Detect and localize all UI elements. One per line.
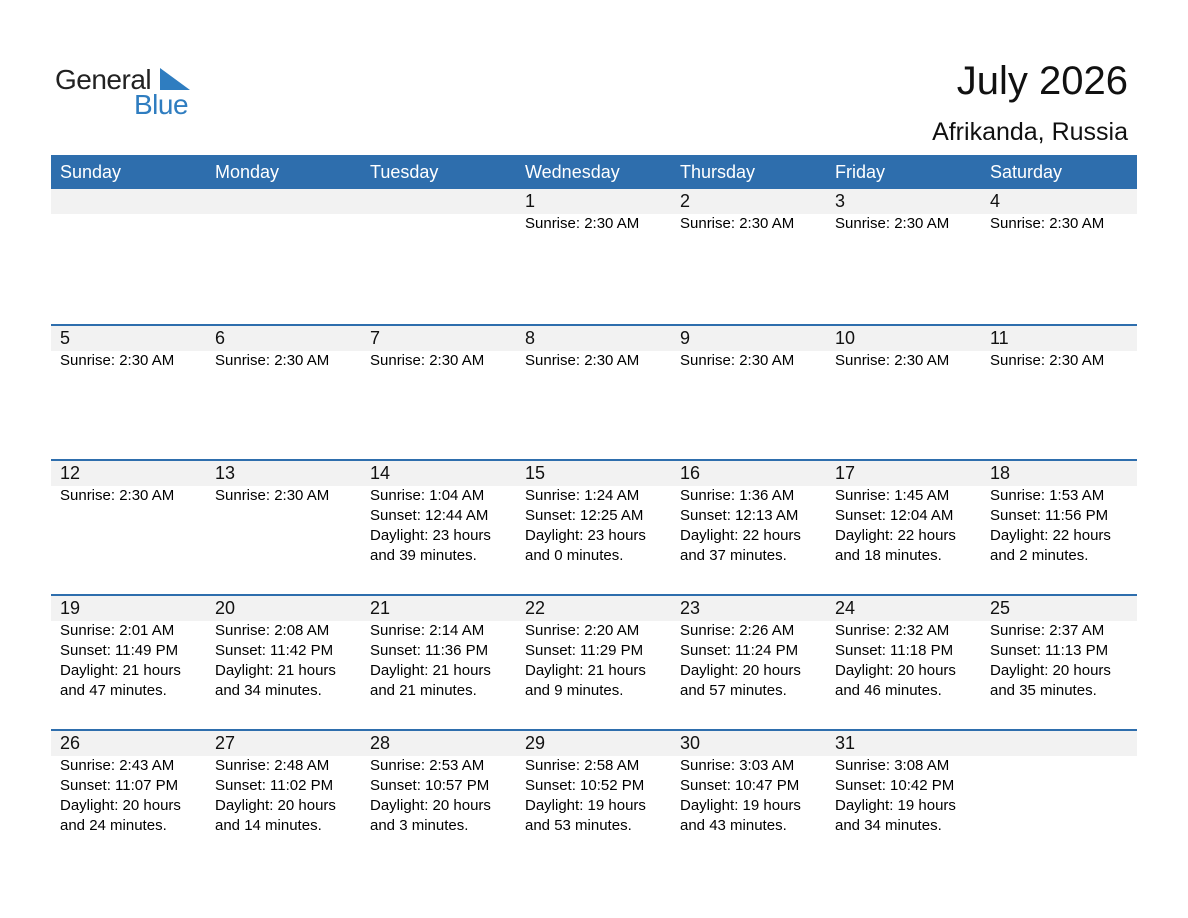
sun-info-line: Sunrise: 2:48 AM [215,757,330,774]
sun-info-line: Sunset: 12:25 AM [525,507,644,524]
day-cell [206,731,361,836]
sun-info-line: Sunset: 12:13 AM [680,507,799,524]
week-row [51,729,1137,864]
day-cell [671,189,826,234]
day-number: 5 [60,328,71,348]
sun-info-line: Sunrise: 2:30 AM [60,352,175,369]
day-cell [206,189,361,234]
sun-info-line: Daylight: 19 hours [835,797,956,814]
sun-info-line: Sunrise: 2:30 AM [370,352,485,369]
day-cell [206,596,361,701]
sun-info-line: Sunset: 10:47 PM [680,777,800,794]
sun-info-line: Daylight: 21 hours [215,662,336,679]
calendar-weeks [51,189,1137,864]
sun-info-line: Sunrise: 2:30 AM [525,352,640,369]
sun-info-line: Sunrise: 2:14 AM [370,622,485,639]
sun-info-line: Sunset: 11:42 PM [215,642,334,659]
day-number: 10 [835,328,856,348]
sun-info-line: Daylight: 21 hours [370,662,491,679]
day-cell [826,326,981,371]
weekday-wednesday: Wednesday [525,162,620,182]
sun-info-line: and 53 minutes. [525,817,632,834]
day-cell [826,731,981,836]
sun-info-line: Sunset: 12:44 AM [370,507,489,524]
sun-info-line: Daylight: 20 hours [680,662,801,679]
day-cell [671,596,826,701]
day-cell [981,731,1137,836]
sun-info-line: Sunset: 11:13 PM [990,642,1109,659]
day-cell [361,731,516,836]
sun-info-line: and 37 minutes. [680,547,787,564]
day-number: 2 [680,191,691,211]
sun-info-line: Sunrise: 2:01 AM [60,622,175,639]
sun-info-line: and 2 minutes. [990,547,1089,564]
sun-info-line: and 43 minutes. [680,817,787,834]
sun-info-line: and 34 minutes. [215,682,322,699]
sun-info-line: Daylight: 22 hours [835,527,956,544]
day-number: 24 [835,598,856,618]
sun-info-line: and 14 minutes. [215,817,322,834]
sun-info-line: Sunset: 11:18 PM [835,642,954,659]
sun-info-line: Sunrise: 2:53 AM [370,757,485,774]
sun-info-line: Daylight: 20 hours [215,797,336,814]
sun-info-line: and 21 minutes. [370,682,477,699]
sun-info-line: Sunrise: 2:30 AM [990,215,1105,232]
week-cells [51,596,1137,701]
day-cell [361,461,516,566]
day-number: 12 [60,463,81,483]
week-cells [51,326,1137,371]
sun-info-line: Sunset: 11:24 PM [680,642,799,659]
weekday-friday: Friday [835,162,886,182]
day-cell [51,189,206,234]
day-number: 21 [370,598,391,618]
sun-info-line: and 9 minutes. [525,682,624,699]
sun-info-line: Daylight: 21 hours [60,662,181,679]
sun-info-line: Sunrise: 2:30 AM [680,352,795,369]
day-number: 14 [370,463,391,483]
calendar [51,155,1137,864]
day-cell [671,731,826,836]
sun-info-line: Daylight: 20 hours [835,662,956,679]
sun-info-line: Sunset: 11:02 PM [215,777,334,794]
day-cell [516,461,671,566]
day-number: 17 [835,463,856,483]
sun-info-line: Sunrise: 2:37 AM [990,622,1105,639]
sun-info-line: Sunrise: 2:30 AM [525,215,640,232]
sun-info-line: and 46 minutes. [835,682,942,699]
sun-info-line: and 39 minutes. [370,547,477,564]
day-number: 7 [370,328,381,348]
day-number: 9 [680,328,691,348]
day-cell [516,189,671,234]
day-cell [51,731,206,836]
sun-info-line: Sunset: 12:04 AM [835,507,954,524]
day-cell [516,596,671,701]
day-cell [826,596,981,701]
sun-info-line: Sunrise: 2:30 AM [680,215,795,232]
logo-triangle-icon [160,68,190,90]
day-number: 8 [525,328,536,348]
sun-info-line: and 35 minutes. [990,682,1097,699]
day-cell [981,189,1137,234]
sun-info-line: Sunrise: 1:04 AM [370,487,485,504]
sun-info-line: and 24 minutes. [60,817,167,834]
day-number [215,189,361,214]
weekday-saturday: Saturday [990,162,1063,182]
page-title: July 2026 [956,59,1128,103]
day-cell [981,326,1137,371]
sun-info-line: and 47 minutes. [60,682,167,699]
logo [55,64,215,124]
day-number: 29 [525,733,546,753]
day-cell [516,731,671,836]
week-row [51,594,1137,729]
sun-info-line: Sunrise: 2:20 AM [525,622,640,639]
sun-info-line: Sunset: 11:29 PM [525,642,644,659]
sun-info-line: Sunset: 11:36 PM [370,642,489,659]
day-number: 27 [215,733,236,753]
sun-info-line: Sunrise: 2:30 AM [60,487,175,504]
day-number: 30 [680,733,701,753]
week-row [51,459,1137,594]
sun-info-line: Sunset: 11:56 PM [990,507,1109,524]
day-cell [516,326,671,371]
day-cell [206,326,361,371]
weekday-header [51,155,1137,189]
day-cell [981,596,1137,701]
week-cells [51,731,1137,836]
weekday-tuesday: Tuesday [370,162,439,182]
sun-info-line: Sunset: 10:57 PM [370,777,490,794]
sun-info-line: Sunrise: 2:30 AM [215,352,330,369]
day-number: 31 [835,733,856,753]
sun-info-line: Sunrise: 2:30 AM [990,352,1105,369]
day-number: 1 [525,191,536,211]
sun-info-line: Sunrise: 1:45 AM [835,487,950,504]
sun-info-line: Sunrise: 2:32 AM [835,622,950,639]
sun-info-line: Daylight: 20 hours [60,797,181,814]
sun-info-line: Sunrise: 3:03 AM [680,757,795,774]
week-cells [51,461,1137,566]
week-row [51,324,1137,459]
sun-info-line: Sunrise: 2:43 AM [60,757,175,774]
sun-info-line: Daylight: 22 hours [990,527,1111,544]
sun-info-line: Sunset: 11:49 PM [60,642,179,659]
day-number: 16 [680,463,701,483]
sun-info-line: Daylight: 20 hours [990,662,1111,679]
day-number: 13 [215,463,236,483]
sun-info-line: and 3 minutes. [370,817,469,834]
sun-info-line: Sunrise: 2:58 AM [525,757,640,774]
sun-info-line: Sunrise: 1:53 AM [990,487,1105,504]
sun-info-line: Sunset: 11:07 PM [60,777,179,794]
weekday-sunday: Sunday [60,162,122,182]
day-number: 15 [525,463,546,483]
sun-info-line: and 18 minutes. [835,547,942,564]
day-cell [206,461,361,566]
sun-info-line: and 0 minutes. [525,547,624,564]
day-number: 20 [215,598,236,618]
day-cell [361,189,516,234]
location-subtitle: Afrikanda, Russia [932,118,1128,146]
day-cell [671,326,826,371]
day-number [370,189,516,214]
sun-info-line: Sunrise: 1:36 AM [680,487,795,504]
sun-info-line: Sunrise: 2:26 AM [680,622,795,639]
sun-info-line: Sunrise: 2:30 AM [215,487,330,504]
day-cell [51,596,206,701]
sun-info-line: Daylight: 20 hours [370,797,491,814]
day-number: 25 [990,598,1011,618]
day-number: 11 [990,328,1009,348]
week-cells [51,189,1137,234]
day-cell [671,461,826,566]
day-cell [826,189,981,234]
sun-info-line: Sunset: 10:52 PM [525,777,645,794]
day-number: 4 [990,191,1001,211]
day-number: 23 [680,598,701,618]
weekday-thursday: Thursday [680,162,756,182]
sun-info-line: and 34 minutes. [835,817,942,834]
day-cell [361,326,516,371]
day-number: 22 [525,598,546,618]
day-number [60,189,206,214]
day-cell [361,596,516,701]
sun-info-line: Sunrise: 1:24 AM [525,487,640,504]
logo-text-general: General [55,64,152,95]
sun-info-line: Sunrise: 2:30 AM [835,352,950,369]
sun-info-line: and 57 minutes. [680,682,787,699]
day-number: 26 [60,733,81,753]
sun-info-line: Daylight: 23 hours [370,527,491,544]
day-number: 6 [215,328,226,348]
logo-text-blue: Blue [134,89,189,120]
day-cell [51,461,206,566]
week-row [51,189,1137,324]
day-number [990,731,1137,756]
day-cell [981,461,1137,566]
day-number: 28 [370,733,391,753]
day-number: 19 [60,598,81,618]
sun-info-line: Sunrise: 2:30 AM [835,215,950,232]
day-number: 3 [835,191,846,211]
sun-info-line: Sunrise: 3:08 AM [835,757,950,774]
weekday-monday: Monday [215,162,280,182]
day-cell [826,461,981,566]
sun-info-line: Sunset: 10:42 PM [835,777,955,794]
day-cell [51,326,206,371]
sun-info-line: Daylight: 21 hours [525,662,646,679]
sun-info-line: Sunrise: 2:08 AM [215,622,330,639]
sun-info-line: Daylight: 19 hours [680,797,801,814]
sun-info-line: Daylight: 19 hours [525,797,646,814]
sun-info-line: Daylight: 22 hours [680,527,801,544]
day-number: 18 [990,463,1011,483]
sun-info-line: Daylight: 23 hours [525,527,646,544]
